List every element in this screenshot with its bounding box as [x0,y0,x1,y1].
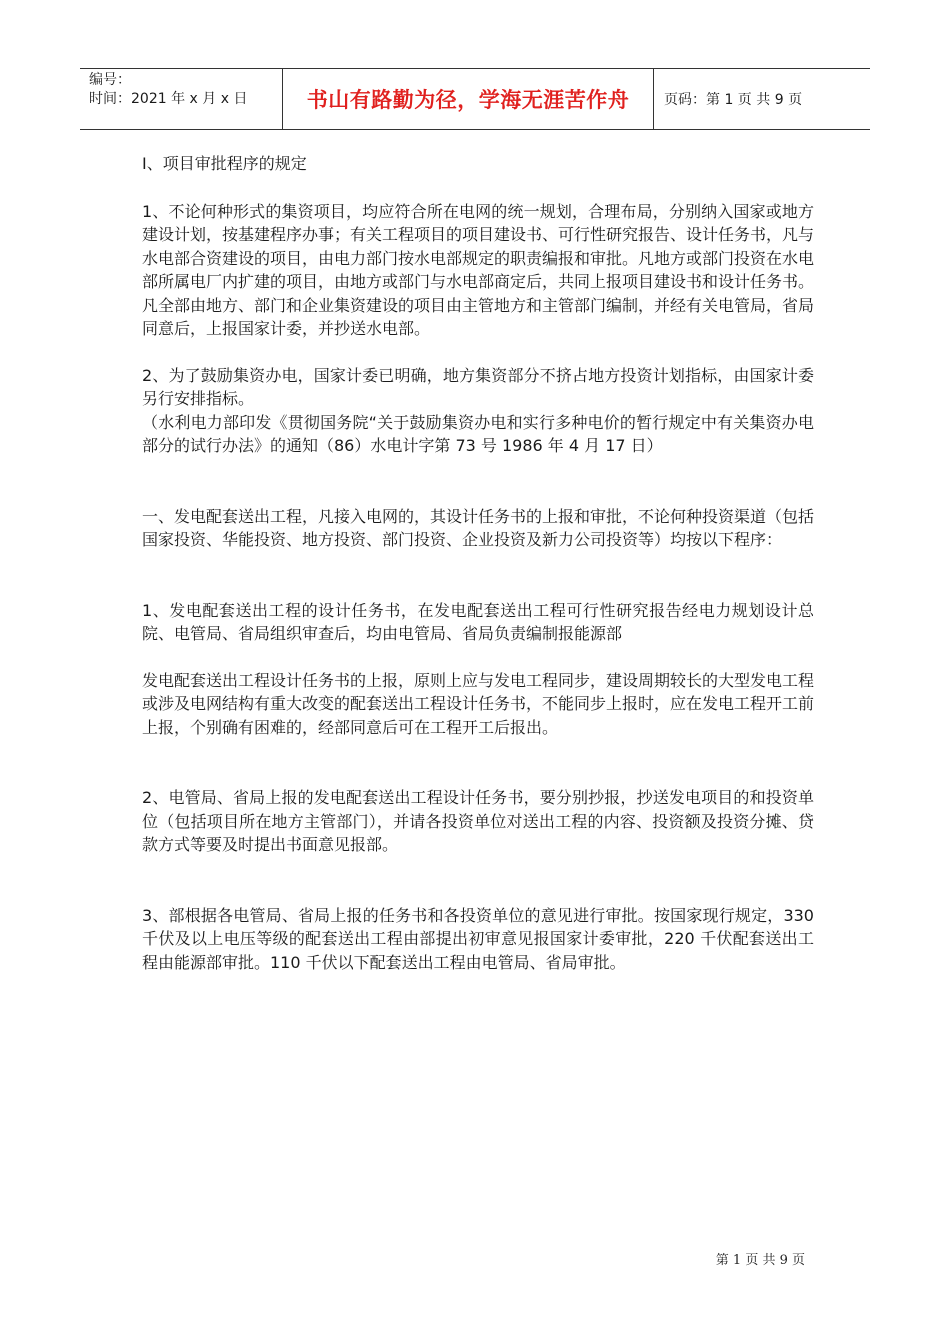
paragraph-5: 发电配套送出工程设计任务书的上报，原则上应与发电工程同步，建设周期较长的大型发电工程或涉及电网结构有重大改变的配套送出工程设计任务书，不能同步上报时，应在发电工程开工前上报，个别确有困难的，经部同意后可在工程开工后报出。 [142,670,815,737]
header-time-label: 时间：2021 年 x 月 x 日 [89,91,248,107]
header-motto: 书山有路勤为径，学海无涯苦作舟 [306,88,630,112]
header-meta-cell [80,69,283,129]
paragraph-6: 2、电管局、省局上报的发电配套送出工程设计任务书，要分别抄报，抄送发电项目的和投资单位（包括项目所在地方主管部门），并请各投资单位对送出工程的内容、投资额及投资分摊、贷款方式等要及时提出书面意见报部。 [142,788,814,854]
paragraph-7: 3、部根据各电管局、省局上报的任务书和各投资单位的意见进行审批。按国家现行规定，330 千伏及以上电压等级的配套送出工程由部提出初审意见报国家计委审批，220 千伏配套送出工程由能源部审批。110 千伏以下配套送出工程由电管局、省局审批。 [142,905,814,972]
paragraph-4: 1、发电配套送出工程的设计任务书，在发电配套送出工程可行性研究报告经电力规划设计总院、电管局、省局组织审查后，均由电管局、省局负责编制报能源部 [142,600,814,643]
document-body [142,152,814,974]
paragraph-2-note: （水利电力部印发《贯彻国务院“关于鼓励集资办电和实行多种电价的暂行规定中有关集资办电部分的试行办法》的通知（86）水电计字第 73 号 1986 年 4 月 17 日） [142,412,814,455]
header-page-cell [654,69,870,129]
paragraph-1: 1、不论何种形式的集资项目，均应符合所在电网的统一规划，合理布局，分别纳入国家或地方建设计划，按基建程序办事；有关工程项目的项目建设书、可行性研究报告、设计任务书，凡与水电部合资建设的项目，由电力部门按水电部规定的职责编报和审批。凡地方或部门投资在水电部所属电厂内扩建的项目，由地方或部门与水电部商定后，共同上报项目建设书和设计任务书。凡全部由地方、部门和企业集资建设的项目由主管地方和主管部门编制，并经有关电管局，省局同意后，上报国家计委，并抄送水电部。 [142,201,815,338]
header-page-label: 页码：第 1 页 共 9 页 [664,92,803,108]
footer-page-number: 第 1 页 共 9 页 [715,1253,805,1268]
document-header [80,68,870,130]
paragraph-3: 一、发电配套送出工程，凡接入电网的，其设计任务书的上报和审批，不论何种投资渠道（包括国家投资、华能投资、地方投资、部门投资、企业投资及新力公司投资等）均按以下程序： [142,506,815,549]
section-heading: I、项目审批程序的规定 [142,154,307,173]
header-number-label: 编号： [89,72,131,88]
header-motto-cell [283,69,654,129]
paragraph-2: 2、为了鼓励集资办电，国家计委已明确，地方集资部分不挤占地方投资计划指标，由国家计委另行安排指标。 [142,365,814,408]
